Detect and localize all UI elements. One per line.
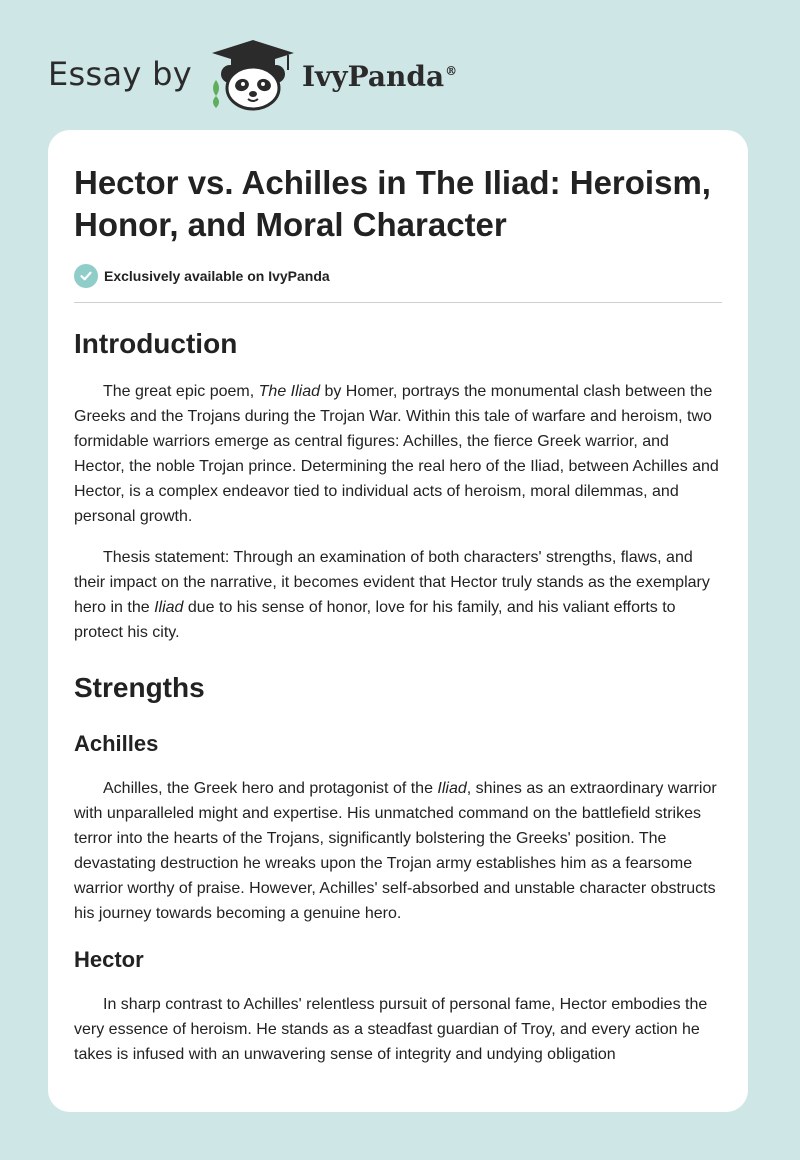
- exclusive-badge: [74, 264, 722, 288]
- essay-card: [48, 130, 748, 1112]
- book-title-italic: Iliad: [154, 599, 184, 616]
- paragraph-intro-1: [74, 379, 722, 529]
- book-title-italic: The Iliad: [258, 383, 321, 400]
- section-heading-strengths: Strengths: [74, 672, 205, 703]
- badge-text: Exclusively available on IvyPanda: [104, 268, 330, 284]
- site-header: [48, 34, 457, 114]
- registered-mark: ®: [445, 64, 458, 79]
- subheading-hector: Hector: [74, 947, 144, 972]
- panda-graduate-icon[interactable]: [208, 36, 298, 112]
- paragraph-thesis: [74, 545, 722, 645]
- book-title-italic: Iliad: [437, 780, 467, 797]
- brand-prefix: Essay by: [48, 55, 192, 93]
- text-run: , shines as an extraordinary warrior with unparalleled might and expertise. His unmatched command on the battlefield strikes terror into the hearts of the Trojans, significantly bolstering the Greeks' position. The devastating destruction he wreaks upon the Trojan army establishes him as a fearsome warrior worthy of praise. However, Achilles' self-absorbed and unstable character obstructs his journey towards becoming a genuine hero.: [74, 780, 717, 922]
- text-run: by Homer, portrays the monumental clash between the Greeks and the Trojans during the Trojan War. Within this tale of warfare and heroism, two formidable warriors emerge as central figures: Achilles, the fierce Greek warrior, and Hector, the noble Trojan prince. Determining the real hero of the Iliad, between Achilles and Hector, is a complex endeavor tied to individual acts of heroism, moral dilemmas, and personal growth.: [74, 383, 719, 525]
- text-run: due to his sense of honor, love for his family, and his valiant efforts to protect his city.: [74, 599, 676, 641]
- paragraph-hector: In sharp contrast to Achilles' relentless pursuit of personal fame, Hector embodies the very essence of heroism. He stands as a steadfast guardian of Troy, and every action he takes is infused with an unwavering sense of integrity and undying obligation: [74, 996, 708, 1063]
- subheading-achilles: Achilles: [74, 731, 159, 756]
- text-run: The great epic poem,: [103, 383, 259, 400]
- essay-title: Hector vs. Achilles in The Iliad: Heroism, Honor, and Moral Character: [74, 164, 711, 243]
- check-circle-icon: [74, 264, 98, 288]
- brand-name-text: IvyPanda: [301, 59, 445, 93]
- text-run: Achilles, the Greek hero and protagonist of the: [103, 780, 438, 797]
- text-run: Thesis statement: Through an examination of both characters' strengths, flaws, and their impact on the narrative, it becomes evident that Hector truly stands as the exemplary hero in the: [74, 549, 710, 616]
- brand-name[interactable]: [302, 60, 457, 93]
- section-heading-introduction: Introduction: [74, 328, 238, 359]
- divider: [74, 302, 722, 303]
- paragraph-achilles: [74, 776, 722, 926]
